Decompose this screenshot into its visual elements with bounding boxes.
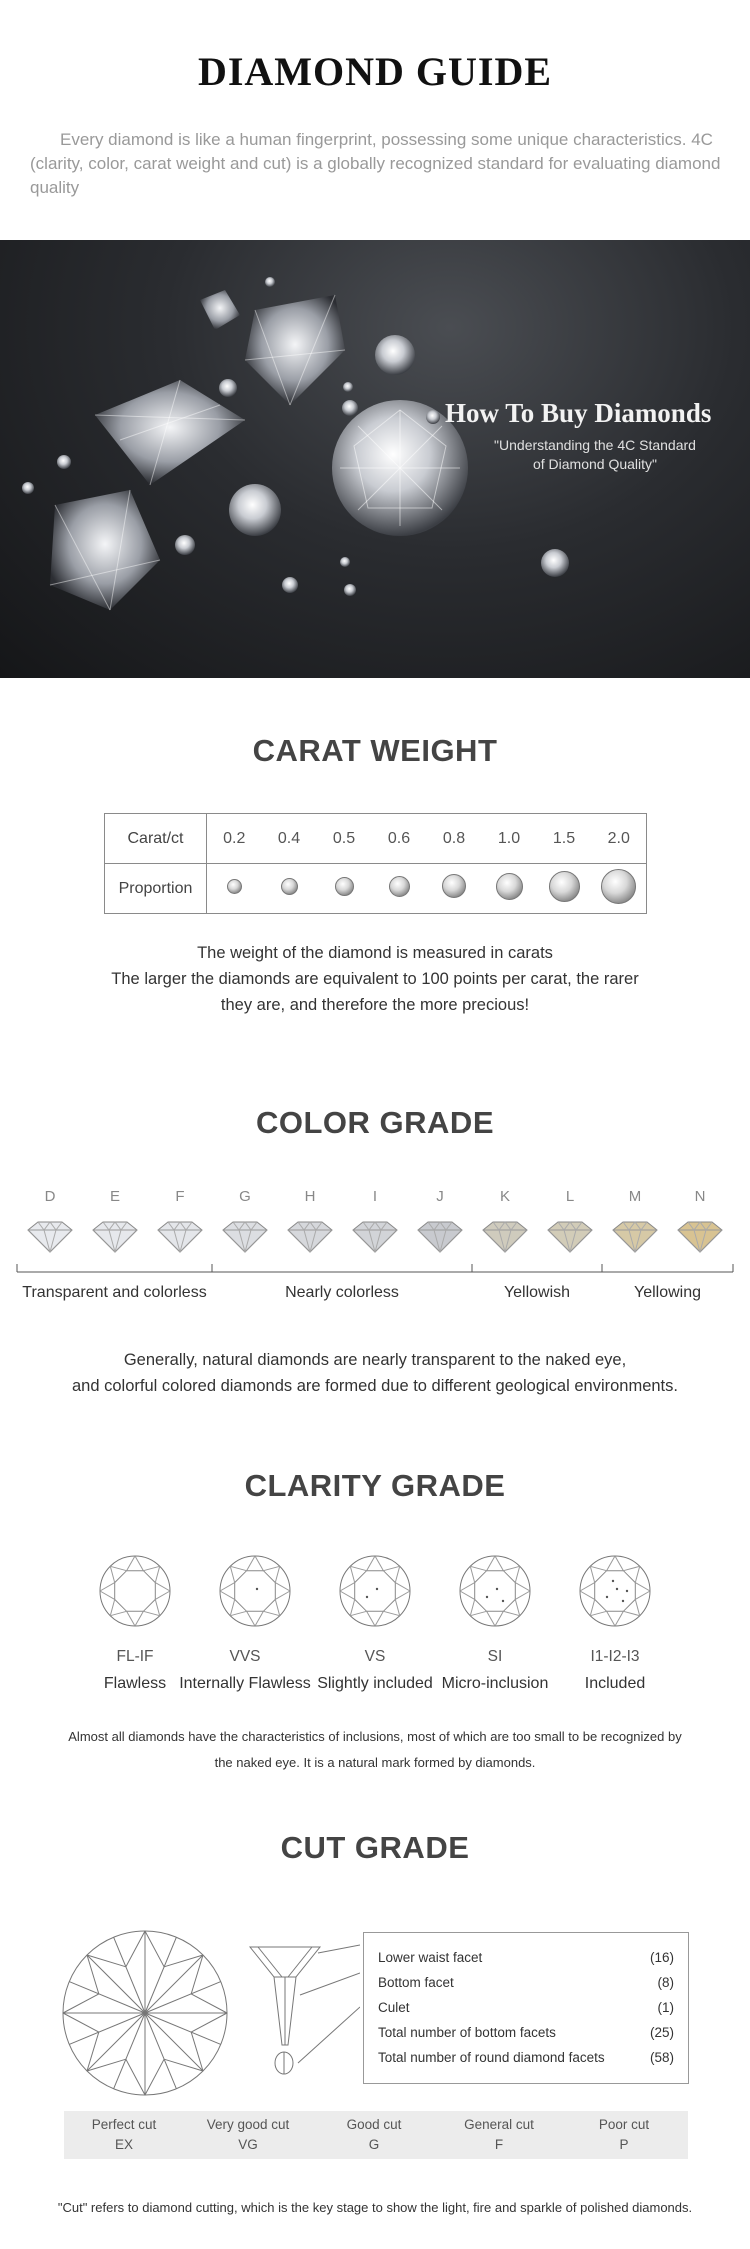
- small-diamond: [57, 455, 71, 469]
- small-diamond: [265, 277, 275, 287]
- cut-grade-item: [439, 2115, 559, 2155]
- clarity-code: SI: [487, 1648, 503, 1665]
- diamond-size-icon: [227, 879, 242, 894]
- color-range-bracket: [0, 1258, 750, 1278]
- proportion-row: [105, 864, 647, 914]
- clarity-note: [60, 1724, 690, 1776]
- facet-count: (16): [649, 1950, 674, 1965]
- color-diamond-icon: [672, 1218, 728, 1254]
- color-diamond-icon: [22, 1218, 78, 1254]
- cut-diagram: [60, 1925, 360, 2100]
- facet-count: (25): [649, 2025, 674, 2040]
- color-diamond-icon: [217, 1218, 273, 1254]
- hero-subtitle-line: of Diamond Quality": [532, 456, 658, 472]
- facet-row: [378, 2025, 674, 2040]
- facet-info-box: [363, 1932, 689, 2084]
- diamond-size-icon: [389, 876, 410, 897]
- clarity-diamond-diagram: [457, 1553, 533, 1629]
- cut-grade-code: G: [368, 2137, 380, 2152]
- clarity-note-line: the naked eye. It is a natural mark formed by diamonds.: [214, 1755, 536, 1770]
- diamond-size-icon: [442, 874, 466, 898]
- color-grade-letter: I: [372, 1188, 378, 1205]
- color-diamond-icon: [282, 1218, 338, 1254]
- color-grade-letter: E: [109, 1188, 120, 1205]
- hero-title: How To Buy Diamonds: [445, 398, 712, 428]
- cut-grade-code: VG: [238, 2137, 258, 2152]
- cut-grade-name: General cut: [464, 2117, 534, 2132]
- color-grade-letter: L: [565, 1188, 575, 1205]
- carat-value: 0.2: [207, 814, 262, 864]
- facet-count: (1): [657, 2000, 674, 2015]
- cut-note: "Cut" refers to diamond cutting, which is the key stage to show the light, fire and sparkle of polished diamonds.: [57, 2200, 693, 2215]
- diamond-size-icon: [496, 873, 523, 900]
- facet-row: [378, 1975, 674, 1990]
- carat-description-line: The weight of the diamond is measured in carats: [197, 944, 553, 962]
- cut-grade-name: Poor cut: [598, 2117, 650, 2132]
- carat-value: 1.0: [482, 814, 537, 864]
- small-diamond: [175, 535, 195, 555]
- facet-count: (8): [657, 1975, 674, 1990]
- color-grade-letter: G: [239, 1188, 251, 1205]
- carat-row: [105, 814, 647, 864]
- tilted-diamond: [50, 490, 160, 610]
- carat-row-label: Carat/ct: [105, 814, 207, 864]
- color-description-line: and colorful colored diamonds are formed due to different geological environments.: [72, 1377, 678, 1395]
- color-diamond-icon: [87, 1218, 143, 1254]
- clarity-code: FL-IF: [116, 1648, 154, 1665]
- tilted-diamond: [95, 380, 245, 485]
- carat-value: 2.0: [592, 814, 647, 864]
- facet-row: [378, 2050, 674, 2065]
- clarity-diamond-diagram: [97, 1553, 173, 1629]
- small-diamond: [342, 400, 358, 416]
- carat-value: 1.5: [537, 814, 592, 864]
- color-diamond-icon: [347, 1218, 403, 1254]
- clarity-code: VVS: [229, 1648, 261, 1665]
- facet-label: Total number of round diamond facets: [378, 2050, 605, 2065]
- color-range-label: Nearly colorless: [285, 1284, 399, 1301]
- clarity-code: VS: [364, 1648, 386, 1665]
- clarity-diamond-diagram: [577, 1553, 653, 1629]
- carat-section-title: CARAT WEIGHT: [252, 733, 498, 768]
- proportion-row-label: Proportion: [105, 864, 207, 914]
- carat-description-line: The larger the diamonds are equivalent to 100 points per carat, the rarer: [111, 970, 639, 988]
- clarity-note-line: Almost all diamonds have the characteristics of inclusions, most of which are too small to be recognized by: [68, 1729, 682, 1744]
- color-range-label: Yellowing: [633, 1284, 701, 1301]
- color-grade-letter: N: [694, 1188, 706, 1205]
- color-diamond-icon: [152, 1218, 208, 1254]
- diamond-size-icon: [335, 877, 354, 896]
- cut-grade-name: Perfect cut: [91, 2117, 157, 2132]
- color-grade-letter: D: [44, 1188, 56, 1205]
- facet-row: [378, 2000, 674, 2015]
- small-diamond: [343, 382, 353, 392]
- clarity-code: I1-I2-I3: [590, 1648, 640, 1665]
- small-diamond: [22, 482, 34, 494]
- cut-grade-name: Very good cut: [206, 2117, 290, 2132]
- carat-value: 0.8: [427, 814, 482, 864]
- clarity-name: Flawless: [103, 1675, 167, 1692]
- carat-value: 0.6: [372, 814, 427, 864]
- clarity-section-title: CLARITY GRADE: [244, 1468, 506, 1503]
- cut-grade-item: [188, 2115, 308, 2155]
- hero-subtitle-line: "Understanding the 4C Standard: [494, 437, 696, 453]
- color-diamond-icon: [412, 1218, 468, 1254]
- small-diamond: [541, 549, 569, 577]
- cut-grade-band: [64, 2111, 688, 2159]
- facet-label: Culet: [378, 2000, 410, 2015]
- color-section-title: COLOR GRADE: [256, 1105, 494, 1140]
- cut-section-title: CUT GRADE: [280, 1830, 470, 1865]
- facet-label: Lower waist facet: [378, 1950, 483, 1965]
- color-diamond-icon: [542, 1218, 598, 1254]
- cut-grade-code: P: [619, 2137, 629, 2152]
- carat-value: 0.4: [262, 814, 317, 864]
- carat-value: 0.5: [317, 814, 372, 864]
- color-description: [0, 1347, 750, 1399]
- small-diamond: [344, 584, 356, 596]
- hero-banner: [0, 240, 750, 678]
- cut-grade-code: EX: [114, 2137, 133, 2152]
- clarity-name: Internally Flawless: [179, 1675, 311, 1692]
- cut-grade-item: [564, 2115, 684, 2155]
- color-grade-letter: J: [436, 1188, 444, 1205]
- clarity-name: Slightly included: [317, 1675, 433, 1692]
- diamond-size-icon: [549, 871, 580, 902]
- carat-description: [0, 940, 750, 1018]
- cut-grade-item: [64, 2115, 184, 2155]
- color-diamond-icon: [607, 1218, 663, 1254]
- small-diamond: [200, 290, 240, 330]
- small-diamond: [340, 557, 350, 567]
- color-description-line: Generally, natural diamonds are nearly transparent to the naked eye,: [123, 1351, 627, 1369]
- small-diamond: [375, 335, 415, 375]
- color-diamond-icon: [477, 1218, 533, 1254]
- carat-table: [104, 813, 647, 914]
- facet-label: Bottom facet: [378, 1975, 454, 1990]
- page-title: DIAMOND GUIDE: [197, 49, 553, 94]
- small-diamond: [426, 410, 440, 424]
- diamond-size-icon: [281, 878, 298, 895]
- intro-paragraph: Every diamond is like a human fingerprint, possessing some unique characteristics. 4C (clarity, color, carat weight and cut) is a globally recognized standard for evaluating diamond quality: [30, 130, 721, 197]
- clarity-name: Included: [584, 1675, 646, 1692]
- color-grade-letter: F: [175, 1188, 185, 1205]
- cut-grade-item: [314, 2115, 434, 2155]
- small-diamond: [229, 484, 281, 536]
- diamond-size-icon: [601, 869, 636, 904]
- facet-row: [378, 1950, 674, 1965]
- small-diamond: [219, 379, 237, 397]
- clarity-diamond-diagram: [217, 1553, 293, 1629]
- clarity-diamond-diagram: [337, 1553, 413, 1629]
- color-range-label: Transparent and colorless: [22, 1284, 207, 1301]
- facet-label: Total number of bottom facets: [378, 2025, 556, 2040]
- facet-count: (58): [649, 2050, 674, 2065]
- carat-description-line: they are, and therefore the more precious!: [220, 996, 530, 1014]
- color-grade-letter: M: [628, 1188, 642, 1205]
- small-diamond: [282, 577, 298, 593]
- color-range-label: Yellowish: [503, 1284, 571, 1301]
- clarity-name: Micro-inclusion: [441, 1675, 549, 1692]
- color-grade-letter: H: [304, 1188, 316, 1205]
- cut-grade-code: F: [494, 2137, 504, 2152]
- tilted-diamond: [245, 295, 345, 405]
- cut-grade-name: Good cut: [346, 2117, 402, 2132]
- color-grade-letter: K: [499, 1188, 510, 1205]
- hero-subtitle: [470, 436, 720, 474]
